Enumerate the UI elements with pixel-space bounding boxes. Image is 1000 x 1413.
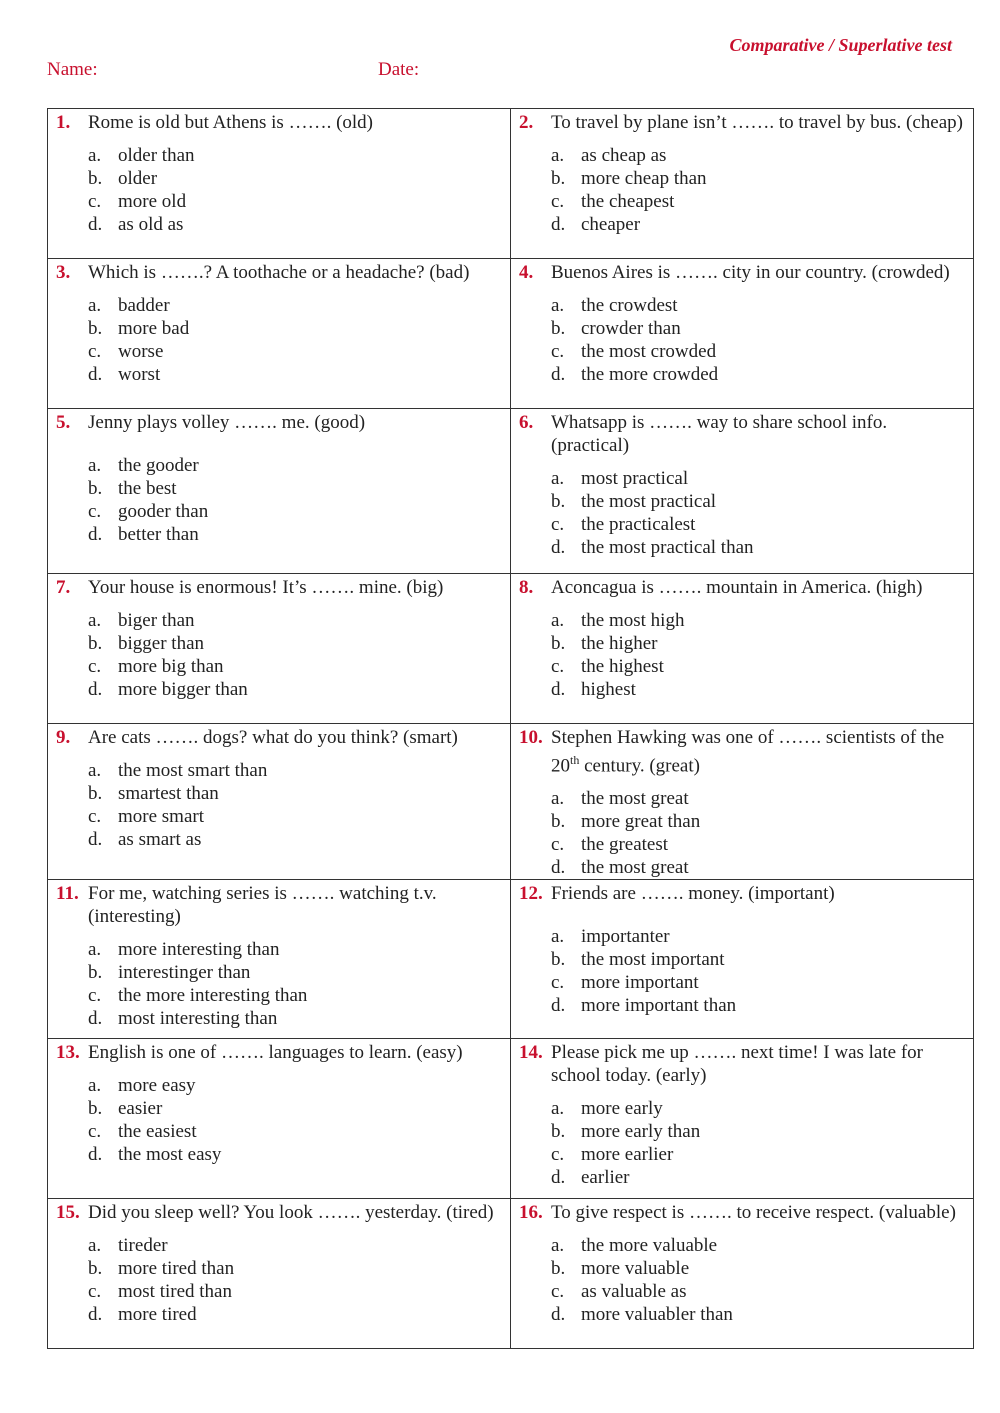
answer-option [88,500,502,523]
question-block [48,880,510,1030]
option-text: gooder than [118,501,209,522]
answer-option [551,213,965,236]
question-block [511,1199,973,1326]
date-label: Date: [378,59,420,80]
option-letter: b. [551,1121,566,1143]
answer-option [551,294,965,317]
option-text: crowder than [581,318,681,339]
question-number: 3. [56,262,71,283]
question-text: Friends are ……. money. (important) [551,883,835,905]
options-list [88,454,502,546]
option-letter: d. [551,995,566,1017]
option-text: the most high [581,610,685,631]
option-letter: c. [88,806,102,827]
question-block [48,259,510,386]
answer-option [88,609,502,632]
question-cell [511,880,974,1039]
options-list [551,467,965,559]
option-letter: b. [551,811,566,833]
answer-option [551,1257,965,1280]
option-letter: d. [88,829,103,850]
options-list [551,1097,965,1189]
option-letter: d. [551,214,566,235]
question-number: 11. [56,883,79,905]
option-letter: b. [88,962,103,984]
question-line [56,726,502,749]
option-text: the practicalest [581,514,696,535]
option-text: most tired than [118,1281,232,1303]
options-list [88,1074,502,1166]
options-list [88,609,502,701]
answer-option [88,759,502,782]
option-letter: b. [88,633,103,654]
question-cell [48,574,511,724]
question-line [519,576,965,599]
option-text: the greatest [581,834,669,856]
option-letter: b. [88,168,103,189]
option-text: more bad [118,318,190,339]
answer-option [551,1280,965,1303]
answer-option [551,363,965,386]
option-letter: b. [551,318,566,339]
options-list [88,759,502,851]
question-number: 16. [519,1202,543,1224]
question-cell [48,409,511,574]
question-block [48,409,510,546]
options-list [551,787,965,879]
option-letter: d. [551,537,566,558]
answer-option [88,782,502,805]
question-block [511,724,973,879]
answer-option [551,1097,965,1120]
answer-option [551,925,965,948]
option-text: most interesting than [118,1008,278,1030]
option-letter: c. [551,514,565,535]
option-text: more easy [118,1075,196,1097]
question-number: 15. [56,1202,80,1224]
question-block [48,109,510,236]
option-letter: a. [551,295,565,316]
option-letter: a. [88,760,102,781]
answer-option [88,294,502,317]
answer-option [88,1280,502,1303]
option-text: the gooder [118,455,199,476]
question-cell [48,1199,511,1349]
answer-option [88,213,502,236]
question-cell [48,724,511,880]
question-text: Aconcagua is ……. mountain in America. (high) [551,577,923,598]
option-text: worst [118,364,161,385]
answer-option [551,1120,965,1143]
option-text: the best [118,478,177,499]
question-line [56,411,502,434]
document-title: Comparative / Superlative test [729,35,952,55]
option-letter: a. [88,145,102,166]
answer-option [88,363,502,386]
answer-option [551,971,965,994]
answer-option [551,317,965,340]
option-text: older than [118,145,195,166]
answer-option [551,632,965,655]
question-block [511,409,973,559]
question-text: Jenny plays volley ……. me. (good) [88,412,366,433]
question-cell [511,1199,974,1349]
options-list [551,144,965,236]
option-text: more valuable [581,1258,690,1280]
question-cell [48,880,511,1039]
answer-option [88,1234,502,1257]
option-letter: d. [88,524,103,545]
answer-option [88,828,502,851]
question-cell [48,1039,511,1199]
option-letter: c. [551,341,565,362]
question-text: Your house is enormous! It’s ……. mine. (big) [88,577,444,598]
answer-option [88,454,502,477]
option-text: interestinger than [118,962,251,984]
option-letter: d. [88,364,103,385]
option-text: the crowdest [581,295,678,316]
answer-option [551,833,965,856]
answer-option [551,1143,965,1166]
answer-option [88,984,502,1007]
option-text: the higher [581,633,658,654]
option-letter: c. [551,972,565,994]
options-list [88,938,502,1030]
question-number: 12. [519,883,543,905]
option-text: highest [581,679,636,700]
question-text: Which is …….? A toothache or a headache? (bad) [88,262,470,283]
option-letter: c. [551,1281,565,1303]
option-text: badder [118,295,170,316]
option-letter: d. [88,214,103,235]
option-letter: a. [551,468,565,489]
answer-option [551,810,965,833]
question-cell [511,109,974,259]
option-text: importanter [581,926,670,948]
answer-option [88,632,502,655]
question-number: 1. [56,112,71,133]
option-text: the most easy [118,1144,222,1166]
option-text: the more valuable [581,1235,718,1257]
option-letter: d. [551,1167,566,1189]
option-letter: b. [551,491,566,512]
option-letter: b. [88,318,103,339]
question-text: English is one of ……. languages to learn. (easy) [88,1042,463,1064]
answer-option [88,1303,502,1326]
question-line [519,111,965,134]
option-text: the cheapest [581,191,675,212]
option-letter: a. [88,455,102,476]
answer-option [88,1007,502,1030]
question-number: 7. [56,577,71,598]
option-text: more early than [581,1121,701,1143]
option-letter: a. [551,1235,565,1257]
option-letter: b. [551,1258,566,1280]
option-letter: d. [88,1008,103,1030]
question-line [56,111,502,134]
option-text: more interesting than [118,939,280,961]
option-text: cheaper [581,214,641,235]
option-letter: b. [88,783,103,804]
options-list [88,1234,502,1326]
question-cell [511,574,974,724]
option-text: more cheap than [581,168,707,189]
answer-option [551,1234,965,1257]
answer-option [551,490,965,513]
option-letter: a. [88,610,102,631]
question-number: 8. [519,577,534,598]
option-letter: c. [551,656,565,677]
option-text: as valuable as [581,1281,687,1303]
question-block [511,880,973,1017]
question-text-part: Stephen Hawking was one of ……. scientists of the 20 [551,727,945,777]
option-letter: b. [88,478,103,499]
option-text: the more interesting than [118,985,308,1007]
option-text: more important than [581,995,737,1017]
option-letter: b. [88,1258,103,1280]
option-letter: a. [551,926,565,948]
answer-option [551,856,965,879]
question-line [56,261,502,284]
question-block [48,1199,510,1326]
option-letter: b. [551,949,566,971]
option-text: more bigger than [118,679,248,700]
option-letter: b. [551,633,566,654]
question-text: Rome is old but Athens is ……. (old) [88,112,373,133]
question-number: 6. [519,412,534,433]
question-text: Buenos Aires is ……. city in our country. (crowded) [551,262,950,283]
answer-option [88,1257,502,1280]
question-text-part: century. (great) [579,755,700,777]
question-block [511,574,973,701]
question-cell [48,259,511,409]
option-letter: b. [88,1098,103,1120]
option-letter: c. [88,501,102,522]
option-letter: d. [551,1304,566,1326]
question-line [519,882,965,905]
answer-option [551,340,965,363]
answer-option [551,609,965,632]
option-letter: a. [88,295,102,316]
answer-option [551,1303,965,1326]
question-block [511,1039,973,1189]
question-line [519,1041,965,1087]
options-list [551,1234,965,1326]
answer-option [88,1074,502,1097]
question-text: Did you sleep well? You look ……. yesterday. (tired) [88,1202,494,1224]
answer-option [88,678,502,701]
question-line [519,411,965,457]
question-text: To travel by plane isn’t ……. to travel by bus. (cheap) [551,112,963,133]
option-text: smartest than [118,783,219,804]
question-text: For me, watching series is ……. watching t.v. (interesting) [88,883,437,928]
option-letter: c. [551,191,565,212]
answer-option [88,961,502,984]
question-number: 9. [56,727,71,748]
question-number: 10. [519,727,543,748]
option-text: more smart [118,806,205,827]
answer-option [88,340,502,363]
answer-option [551,513,965,536]
options-list [551,925,965,1017]
answer-option [551,144,965,167]
question-text: Are cats ……. dogs? what do you think? (smart) [88,727,458,748]
answer-option [551,948,965,971]
option-text: more early [581,1098,663,1120]
question-text: Whatsapp is ……. way to share school info. (practical) [551,412,888,456]
options-list [551,609,965,701]
option-text: more old [118,191,187,212]
option-text: bigger than [118,633,205,654]
option-letter: c. [88,341,102,362]
option-text: the most great [581,788,689,810]
answer-option [88,317,502,340]
option-letter: c. [88,1121,102,1143]
answer-option [551,994,965,1017]
option-letter: a. [551,610,565,631]
option-letter: c. [88,656,102,677]
question-text: Please pick me up ……. next time! I was late for school today. (early) [551,1042,923,1087]
option-text: more great than [581,811,701,833]
option-text: easier [118,1098,163,1120]
option-text: more earlier [581,1144,674,1166]
option-text: better than [118,524,199,545]
question-line [56,882,502,928]
option-text: more tired than [118,1258,235,1280]
option-text: the most crowded [581,341,717,362]
answer-option [551,536,965,559]
quiz-table [47,108,974,1349]
option-text: more big than [118,656,224,677]
option-letter: a. [88,1235,102,1257]
answer-option [551,655,965,678]
option-letter: a. [551,788,565,810]
answer-option [88,190,502,213]
option-text: worse [118,341,164,362]
question-block [511,259,973,386]
question-text-superscript: th [570,753,580,767]
answer-option [88,1097,502,1120]
options-list [551,294,965,386]
option-letter: d. [88,679,103,700]
option-letter: c. [88,191,102,212]
question-number: 14. [519,1042,543,1064]
question-text: To give respect is ……. to receive respect. (valuable) [551,1202,956,1224]
option-text: older [118,168,158,189]
option-text: tireder [118,1235,168,1257]
option-letter: d. [551,857,566,879]
option-text: earlier [581,1167,630,1189]
answer-option [88,144,502,167]
option-text: more tired [118,1304,197,1326]
answer-option [551,787,965,810]
option-text: the easiest [118,1121,197,1143]
option-text: the most great [581,857,689,879]
question-block [48,574,510,701]
question-number: 2. [519,112,534,133]
answer-option [88,1120,502,1143]
question-text [551,726,965,777]
question-line [519,261,965,284]
option-letter: a. [551,145,565,166]
option-letter: a. [551,1098,565,1120]
option-letter: d. [551,679,566,700]
question-cell [511,259,974,409]
question-cell [48,109,511,259]
question-line [519,726,965,777]
answer-option [551,190,965,213]
question-cell [511,1039,974,1199]
option-letter: a. [88,1075,102,1097]
answer-option [88,167,502,190]
answer-option [551,167,965,190]
option-letter: a. [88,939,102,961]
option-text: the most important [581,949,725,971]
option-letter: d. [88,1304,103,1326]
option-letter: c. [88,1281,102,1303]
option-text: as smart as [118,829,202,850]
option-text: more important [581,972,699,994]
question-line [56,1041,502,1064]
question-line [56,1201,502,1224]
option-text: the highest [581,656,664,677]
options-list [88,144,502,236]
name-label: Name: [47,59,98,80]
question-block [48,1039,510,1166]
question-cell [511,409,974,574]
question-block [48,724,510,851]
answer-option [551,678,965,701]
question-block [511,109,973,236]
option-text: as cheap as [581,145,667,166]
option-text: most practical [581,468,689,489]
answer-option [551,1166,965,1189]
option-text: biger than [118,610,195,631]
option-letter: b. [551,168,566,189]
option-text: the most practical than [581,537,754,558]
question-number: 4. [519,262,534,283]
option-letter: d. [551,364,566,385]
question-cell [511,724,974,880]
answer-option [88,523,502,546]
answer-option [88,655,502,678]
question-line [519,1201,965,1224]
answer-option [551,467,965,490]
option-text: as old as [118,214,184,235]
option-letter: c. [88,985,102,1007]
option-letter: c. [551,834,565,856]
option-letter: d. [88,1144,103,1166]
option-text: more valuabler than [581,1304,733,1326]
options-list [88,294,502,386]
option-text: the more crowded [581,364,719,385]
answer-option [88,805,502,828]
answer-option [88,938,502,961]
option-letter: c. [551,1144,565,1166]
question-number: 13. [56,1042,80,1064]
answer-option [88,477,502,500]
answer-option [88,1143,502,1166]
option-text: the most practical [581,491,717,512]
question-number: 5. [56,412,71,433]
option-text: the most smart than [118,760,268,781]
question-line [56,576,502,599]
